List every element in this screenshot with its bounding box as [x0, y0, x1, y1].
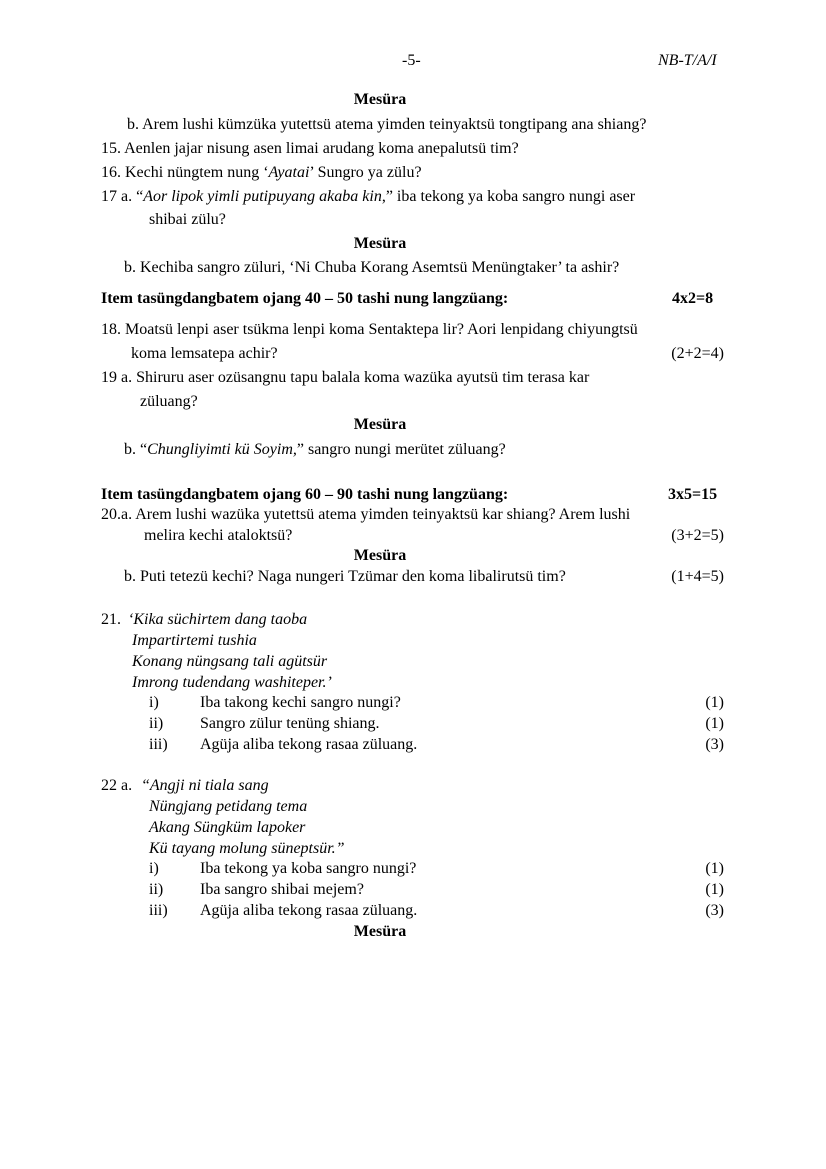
sub-question-text: Iba tekong ya koba sangro nungi?	[200, 860, 417, 877]
or-label: Mesüra	[353, 547, 407, 564]
question-20b-marks: (1+4=5)	[671, 568, 724, 585]
poem-line: ‘Kika süchirtem dang taoba	[128, 611, 308, 628]
question-19b: b. “Chungliyimti kü Soyim,” sangro nungi merütet züluang?	[124, 441, 506, 458]
sub-question-marks: (1)	[705, 694, 724, 711]
sub-question-number: iii)	[149, 736, 168, 753]
question-20a-continuation: melira kechi ataloktsü?	[144, 527, 293, 544]
poem-line: Akang Süngküm lapoker	[149, 819, 306, 836]
question-17b: b. Kechiba sangro züluri, ‘Ni Chuba Korang Asemtsü Menüngtaker’ ta ashir?	[124, 259, 620, 276]
sub-question-text: Agüja aliba tekong rasaa züluang.	[200, 902, 418, 919]
question-20a-marks: (3+2=5)	[671, 527, 724, 544]
sub-question-number: ii)	[149, 881, 164, 898]
sub-question-number: i)	[149, 860, 159, 877]
sub-question-marks: (1)	[705, 860, 724, 877]
section-marks-60-90: 3x5=15	[668, 486, 718, 503]
question-15: 15. Aenlen jajar nisung asen limai arudang koma anepalutsü tim?	[101, 140, 519, 157]
question-19a: 19 a. Shiruru aser ozüsangnu tapu balala koma wazüka ayutsü tim terasa kar	[101, 369, 590, 386]
question-20b: b. Puti tetezü kechi? Naga nungeri Tzümar den koma libalirutsü tim?	[124, 568, 566, 585]
section-heading-40-50: Item tasüngdangbatem ojang 40 – 50 tashi nung langzüang:	[101, 290, 509, 307]
sub-question-marks: (1)	[705, 881, 724, 898]
question-18: 18. Moatsü lenpi aser tsükma lenpi koma Sentaktepa lir? Aori lenpidang chiyungtsü	[101, 321, 638, 338]
sub-question-number: ii)	[149, 715, 164, 732]
question-18-marks: (2+2=4)	[671, 345, 724, 362]
poem-line: Imrong tudendang washiteper.’	[132, 674, 332, 691]
page-number: -5-	[402, 52, 421, 69]
question-19a-continuation: züluang?	[140, 393, 198, 410]
sub-question-text: Iba takong kechi sangro nungi?	[200, 694, 401, 711]
question-20a: 20.a. Arem lushi wazüka yutettsü atema yimden teinyaktsü kar shiang? Arem lushi	[101, 506, 631, 523]
poem-line: Nüngjang petidang tema	[149, 798, 308, 815]
sub-question-number: iii)	[149, 902, 168, 919]
paper-code: NB-T/A/I	[658, 52, 717, 69]
or-label: Mesüra	[353, 923, 407, 940]
or-label: Mesüra	[353, 235, 407, 252]
sub-question-text: Sangro zülur tenüng shiang.	[200, 715, 380, 732]
question-17a: 17 a. “Aor lipok yimli putipuyang akaba kin,” iba tekong ya koba sangro nungi aser	[101, 188, 636, 205]
poem-line: “Angji ni tiala sang	[141, 777, 269, 794]
or-label: Mesüra	[353, 416, 407, 433]
question-14b: b. Arem lushi kümzüka yutettsü atema yimden teinyaktsü tongtipang ana shiang?	[127, 116, 647, 133]
sub-question-text: Agüja aliba tekong rasaa züluang.	[200, 736, 418, 753]
sub-question-marks: (1)	[705, 715, 724, 732]
question-17a-continuation: shibai zülu?	[149, 211, 226, 228]
poem-line: Konang nüngsang tali agütsür	[132, 653, 328, 670]
poem-line: Kü tayang molung süneptsür.”	[149, 840, 345, 857]
poem-line: Impartirtemi tushia	[132, 632, 257, 649]
sub-question-marks: (3)	[705, 736, 724, 753]
section-heading-60-90: Item tasüngdangbatem ojang 60 – 90 tashi nung langzüang:	[101, 486, 509, 503]
question-21-number: 21.	[101, 611, 121, 628]
sub-question-number: i)	[149, 694, 159, 711]
question-16: 16. Kechi nüngtem nung ‘Ayatai’ Sungro ya zülu?	[101, 164, 422, 181]
section-marks-40-50: 4x2=8	[672, 290, 714, 307]
question-18-continuation: koma lemsatepa achir?	[131, 345, 278, 362]
sub-question-marks: (3)	[705, 902, 724, 919]
sub-question-text: Iba sangro shibai mejem?	[200, 881, 364, 898]
or-label: Mesüra	[353, 91, 407, 108]
question-22-number: 22 a.	[101, 777, 133, 794]
